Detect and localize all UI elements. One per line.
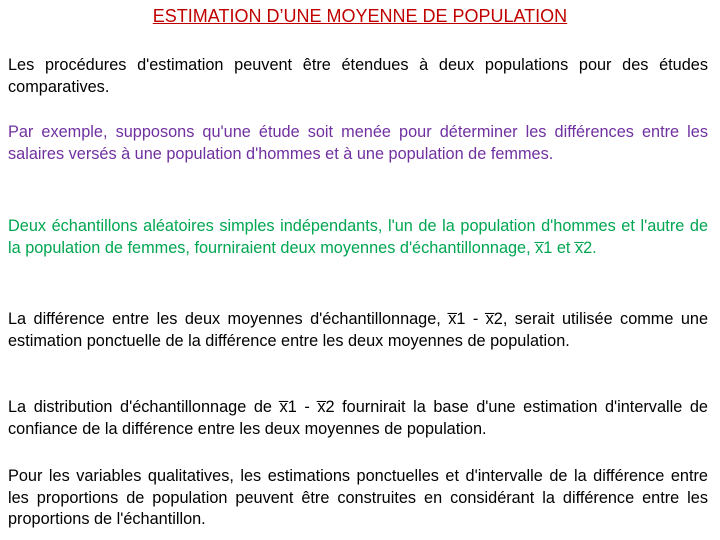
paragraph-example: Par exemple, supposons qu'une étude soit menée pour déterminer les différences entre les salaires versés à une population d'hommes et à une population de femmes. [8, 123, 708, 163]
paragraph-point-estimate: La différence entre les deux moyennes d'échantillonnage, x̅1 - x̅2, serait utilisée comme une estimation ponctuelle de la différence entre les deux moyennes de population. [8, 310, 708, 350]
paragraph-qualitative: Pour les variables qualitatives, les estimations ponctuelles et d'intervalle de la différence entre les proportions de population peuvent être construites en considérant la différence entre les proportions de l'échantillon. [8, 467, 708, 528]
paragraph-sampling-distribution: La distribution d'échantillonnage de x̅1 - x̅2 fournirait la base d'une estimation d'intervalle de confiance de la différence entre les deux moyennes de population. [8, 398, 708, 438]
slide-title: ESTIMATION D’UNE MOYENNE DE POPULATION [152, 6, 568, 26]
paragraph-samples: Deux échantillons aléatoires simples indépendants, l'un de la population d'hommes et l'autre de la population de femmes, fourniraient deux moyennes d'échantillonnage, x̅1 et x̅2. [8, 217, 708, 257]
paragraph-intro: Les procédures d'estimation peuvent être étendues à deux populations pour des études comparatives. [8, 56, 708, 96]
